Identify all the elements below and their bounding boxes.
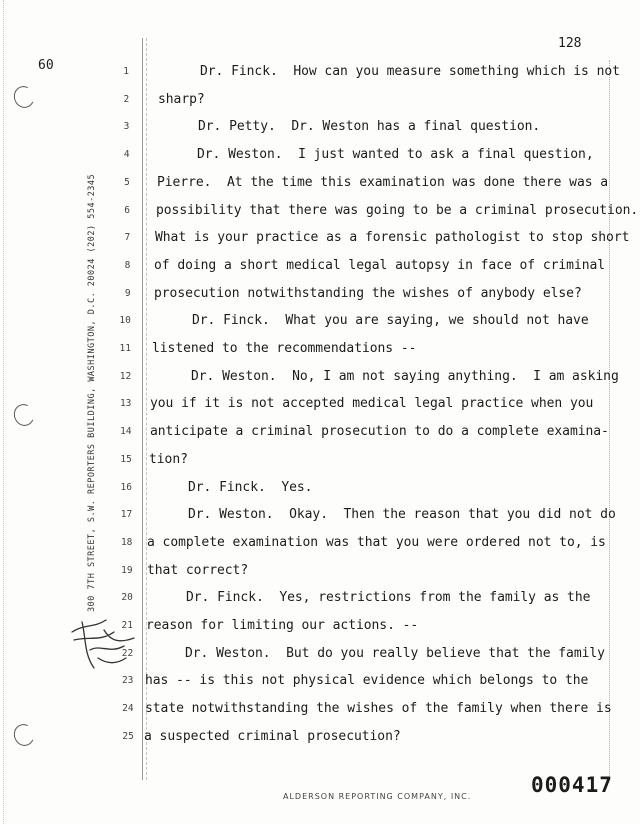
transcript-line: sharp? (158, 91, 205, 107)
transcript-line: prosecution notwithstanding the wishes of anybody else? (154, 285, 582, 301)
transcript-line: Dr. Finck. Yes. (188, 479, 313, 495)
transcript-line: state notwithstanding the wishes of the family when there is (145, 701, 612, 717)
transcript-line: Dr. Finck. Yes, restrictions from the family as the (186, 590, 591, 606)
document-id: 000417 (531, 773, 613, 797)
transcript-line: Dr. Finck. How can you measure something which is not (200, 64, 620, 79)
line-number: 3 (123, 121, 130, 133)
transcript-line: anticipate a criminal prosecution to do a complete examina- (150, 424, 609, 440)
transcript-line: that correct? (147, 562, 249, 578)
transcript-line: reason for limiting our actions. -- (146, 618, 419, 633)
line-number: 23 (121, 675, 134, 687)
line-number: 15 (120, 453, 132, 465)
line-number: 4 (123, 149, 130, 161)
line-number: 18 (120, 536, 133, 548)
page-number: 128 (558, 36, 582, 51)
transcript-line: of doing a short medical legal autopsy in face of criminal (154, 257, 606, 273)
line-number: 14 (120, 426, 132, 438)
line-number: 19 (121, 564, 133, 576)
transcript-line: Dr. Weston. Okay. Then the reason that you did not do (188, 507, 616, 523)
line-number: 10 (119, 315, 131, 327)
transcript-line: Dr. Weston. I just wanted to ask a final question, (197, 147, 594, 163)
punch-hole-icon (11, 721, 37, 749)
line-number: 22 (121, 647, 134, 659)
transcript-line: you if it is not accepted medical legal practice when you (150, 396, 594, 412)
margin-rule (142, 38, 143, 780)
punch-hole-icon (11, 83, 37, 111)
reporter-address-stamp: 300 7TH STREET, S.W. REPORTERS BUILDING, WASHINGTON, D.C. 20024 (202) 554-2345 (87, 173, 97, 612)
footer-company: ALDERSON REPORTING COMPANY, INC. (283, 792, 472, 801)
margin-number: 60 (38, 58, 54, 73)
line-number: 8 (124, 259, 131, 271)
transcript-line: tion? (149, 451, 188, 467)
transcript-line: Dr. Petty. Dr. Weston has a final question. (198, 119, 541, 135)
transcript-line: Pierre. At the time this examination was done there was a (157, 174, 609, 190)
margin-rule (146, 38, 147, 780)
line-number: 6 (124, 204, 130, 216)
punch-hole-icon (11, 401, 37, 429)
line-number: 20 (121, 592, 133, 604)
transcript-line: What is your practice as a forensic pathologist to stop short (155, 230, 630, 246)
transcript-line: Dr. Weston. But do you really believe that the family (185, 645, 605, 661)
transcript-line: listened to the recommendations -- (152, 341, 417, 356)
right-margin-rule (609, 60, 610, 780)
line-number: 7 (124, 232, 131, 244)
line-number: 25 (122, 730, 134, 742)
line-number: 2 (123, 93, 130, 105)
transcript-line: a suspected criminal prosecution? (144, 728, 401, 744)
transcript-line: Dr. Finck. What you are saying, we should not have (192, 313, 589, 329)
line-number: 16 (120, 481, 132, 493)
line-number: 11 (119, 343, 131, 354)
transcript-line: has -- is this not physical evidence which belongs to the (145, 673, 589, 689)
line-number: 17 (120, 509, 133, 521)
transcript-line: Dr. Weston. No, I am not saying anything. I am asking (191, 368, 619, 384)
line-number: 1 (123, 66, 129, 77)
line-number: 21 (121, 620, 133, 631)
line-number: 12 (119, 370, 132, 382)
transcript-line: a complete examination was that you were ordered not to, is (147, 534, 606, 550)
line-number: 13 (119, 398, 132, 410)
line-number: 24 (122, 703, 134, 715)
transcript-line: possibility that there was going to be a criminal prosecution. (156, 202, 639, 218)
line-number: 5 (124, 176, 130, 188)
line-number: 9 (124, 287, 131, 299)
scan-edge (3, 0, 4, 824)
